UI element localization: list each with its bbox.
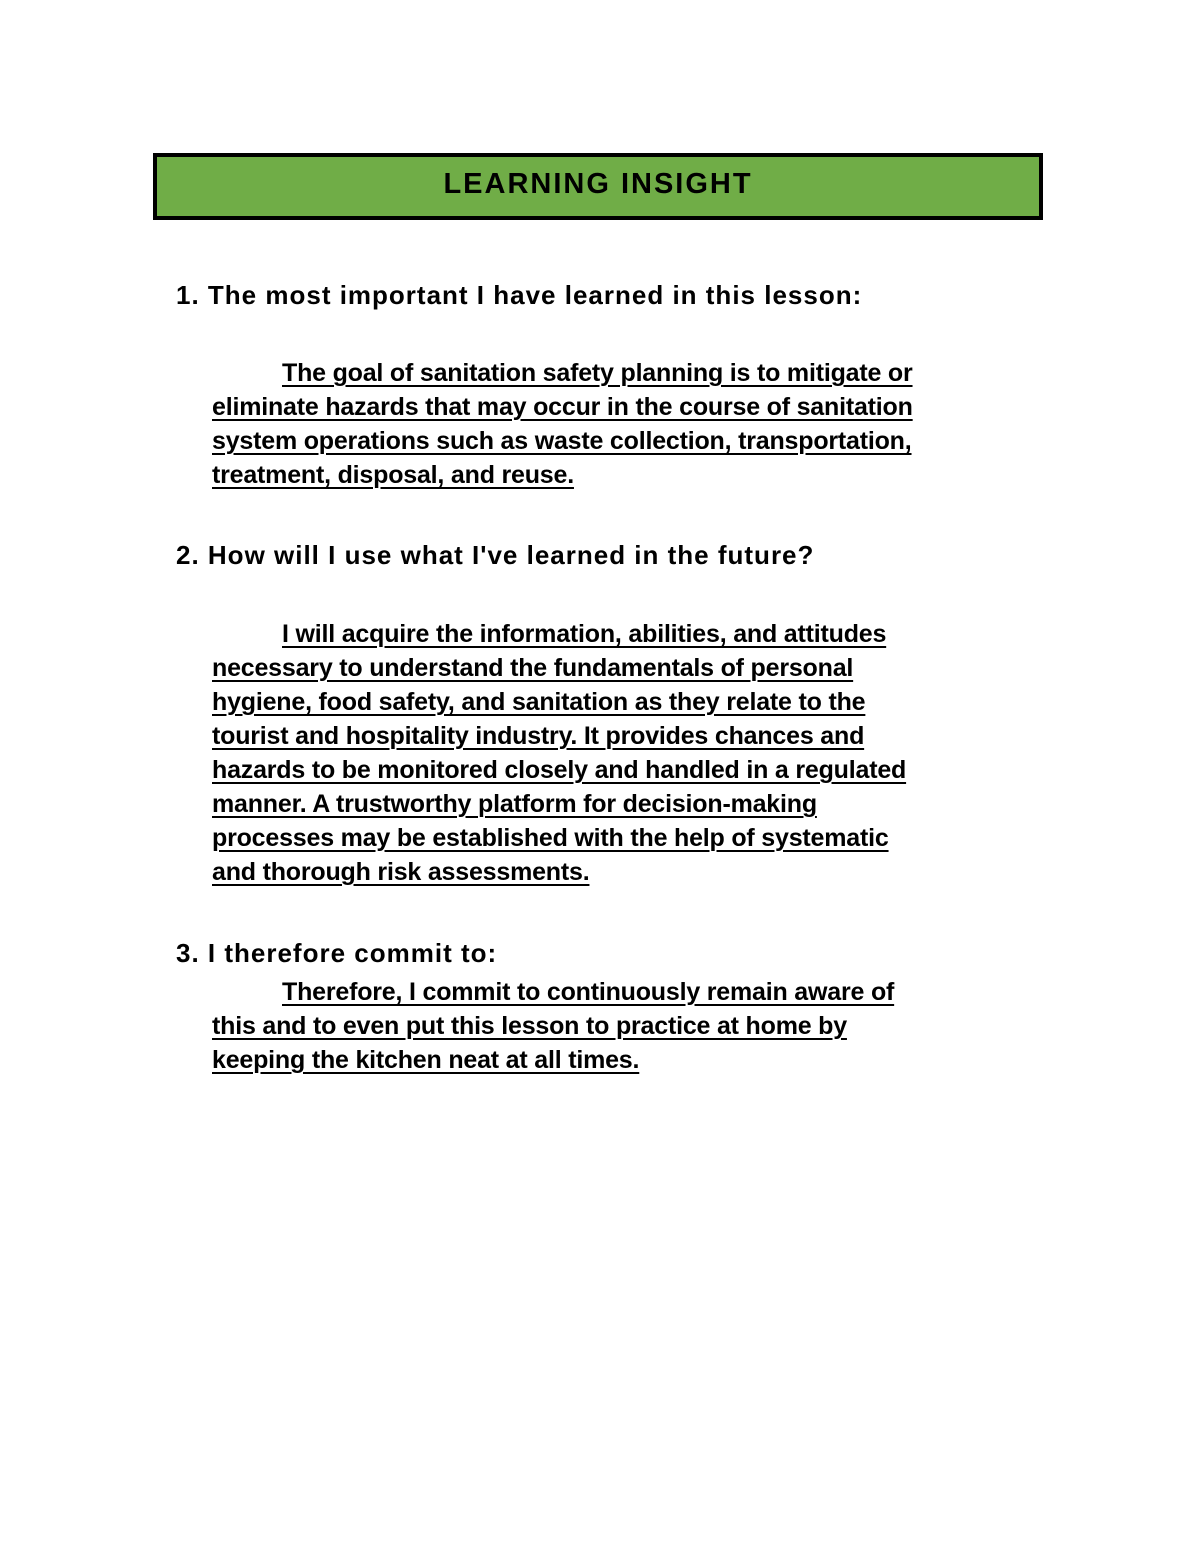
answer-1-line: system operations such as waste collection, transportation, (212, 427, 912, 455)
answer-3-line: this and to even put this lesson to practice at home by (212, 1012, 847, 1040)
answer-1-line: The goal of sanitation safety planning is to mitigate or (282, 359, 913, 387)
answer-2-line: and thorough risk assessments. (212, 858, 590, 886)
answer-3-line: Therefore, I commit to continuously remain aware of (282, 978, 895, 1006)
answer-2-line: hazards to be monitored closely and handled in a regulated (212, 756, 907, 784)
answer-2-line: necessary to understand the fundamentals of personal (212, 654, 854, 682)
answer-1-line: treatment, disposal, and reuse. (212, 461, 574, 489)
answer-2-paragraph (212, 617, 906, 889)
question-3-heading: 3. I therefore commit to: (176, 938, 498, 968)
answer-2-line: I will acquire the information, abilities, and attitudes (282, 620, 887, 648)
question-2-heading: 2. How will I use what I've learned in the future? (176, 540, 815, 570)
answer-2-line: hygiene, food safety, and sanitation as they relate to the (212, 688, 866, 716)
answer-1-line: eliminate hazards that may occur in the course of sanitation (212, 393, 913, 421)
answer-2-line: manner. A trustworthy platform for decision-making (212, 790, 817, 818)
title-banner (153, 153, 1043, 220)
answer-1-paragraph (212, 356, 913, 492)
answer-3-line: keeping the kitchen neat at all times. (212, 1046, 640, 1074)
page-title: LEARNING INSIGHT (443, 168, 753, 200)
answer-3-paragraph (212, 975, 894, 1077)
answer-2-line: processes may be established with the help of systematic (212, 824, 889, 852)
question-1-heading: 1. The most important I have learned in this lesson: (176, 280, 863, 310)
answer-2-line: tourist and hospitality industry. It provides chances and (212, 722, 865, 750)
